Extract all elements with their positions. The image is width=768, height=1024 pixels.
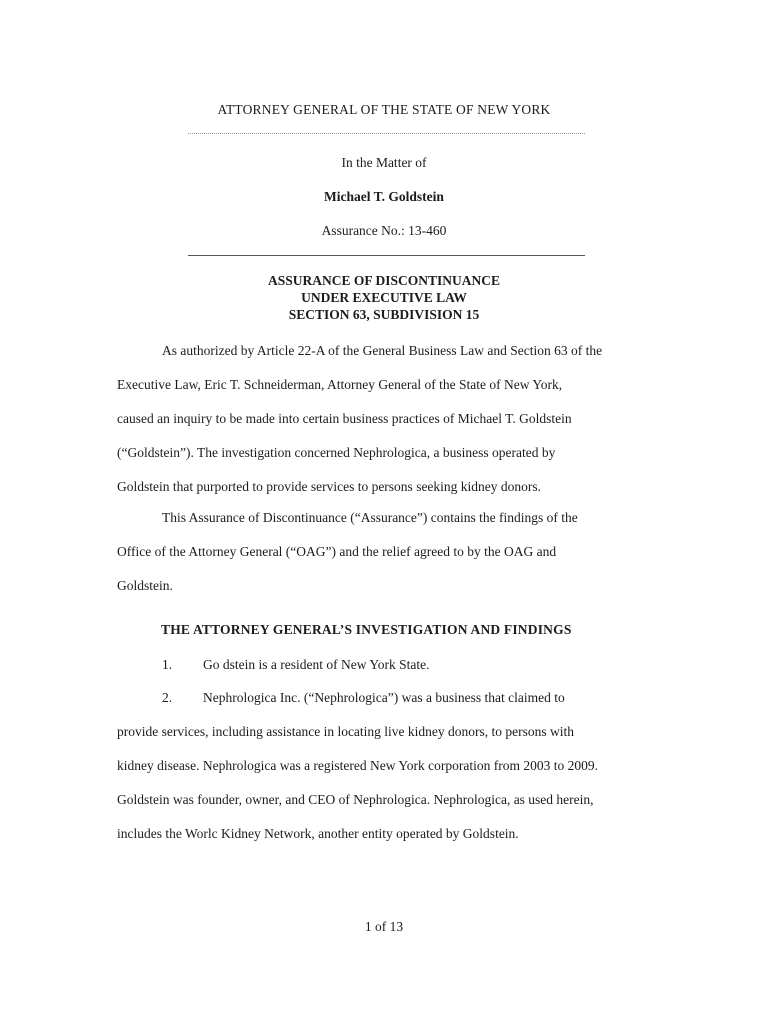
paragraph-line: Goldstein.	[117, 578, 173, 593]
finding-line: Goldstein was founder, owner, and CEO of Nephrologica. Nephrologica, as used herein,	[117, 792, 594, 807]
finding-item	[117, 681, 657, 851]
paragraph-line: caused an inquiry to be made into certain business practices of Michael T. Goldstein	[117, 411, 572, 426]
finding-number: 2.	[162, 690, 173, 705]
finding-line	[117, 648, 657, 682]
finding-line: kidney disease. Nephrologica was a registered New York corporation from 2003 to 2009.	[117, 758, 599, 773]
finding-text: Go dstein is a resident of New York State.	[203, 657, 430, 672]
paragraph-line: Office of the Attorney General (“OAG”) and the relief agreed to by the OAG and	[117, 544, 557, 559]
paragraph-line: This Assurance of Discontinuance (“Assurance”) contains the findings of the	[162, 510, 578, 525]
document-title	[0, 272, 768, 323]
title-line: ASSURANCE OF DISCONTINUANCE	[267, 273, 501, 288]
respondent-name: Michael T. Goldstein	[324, 189, 444, 204]
document-header: ATTORNEY GENERAL OF THE STATE OF NEW YORK	[217, 102, 551, 117]
finding-number: 1.	[162, 657, 173, 672]
section-heading: THE ATTORNEY GENERAL’S INVESTIGATION AND FINDINGS	[161, 622, 572, 637]
title-line: UNDER EXECUTIVE LAW	[301, 290, 467, 305]
finding-text: Nephrologica Inc. (“Nephrologica”) was a business that claimed to	[203, 690, 565, 705]
header-divider	[188, 133, 585, 134]
title-line: SECTION 63, SUBDIVISION 15	[288, 307, 480, 322]
paragraph-line: Executive Law, Eric T. Schneiderman, Attorney General of the State of New York,	[117, 377, 563, 392]
paragraph-assurance	[117, 501, 657, 603]
finding-line	[117, 681, 657, 715]
paragraph-line: Goldstein that purported to provide services to persons seeking kidney donors.	[117, 479, 542, 494]
paragraph-line: (“Goldstein”). The investigation concerned Nephrologica, a business operated by	[117, 445, 556, 460]
caption-divider	[188, 255, 585, 256]
finding-line: includes the Worlc Kidney Network, another entity operated by Goldstein.	[117, 826, 519, 841]
paragraph-line: As authorized by Article 22-A of the General Business Law and Section 63 of the	[162, 343, 603, 358]
matter-intro: In the Matter of	[341, 155, 427, 170]
assurance-number: Assurance No.: 13-460	[321, 223, 447, 238]
paragraph-authority	[117, 334, 657, 504]
finding-line: provide services, including assistance in locating live kidney donors, to persons with	[117, 724, 575, 739]
finding-item	[117, 648, 657, 682]
page-number: 1 of 13	[364, 919, 404, 934]
